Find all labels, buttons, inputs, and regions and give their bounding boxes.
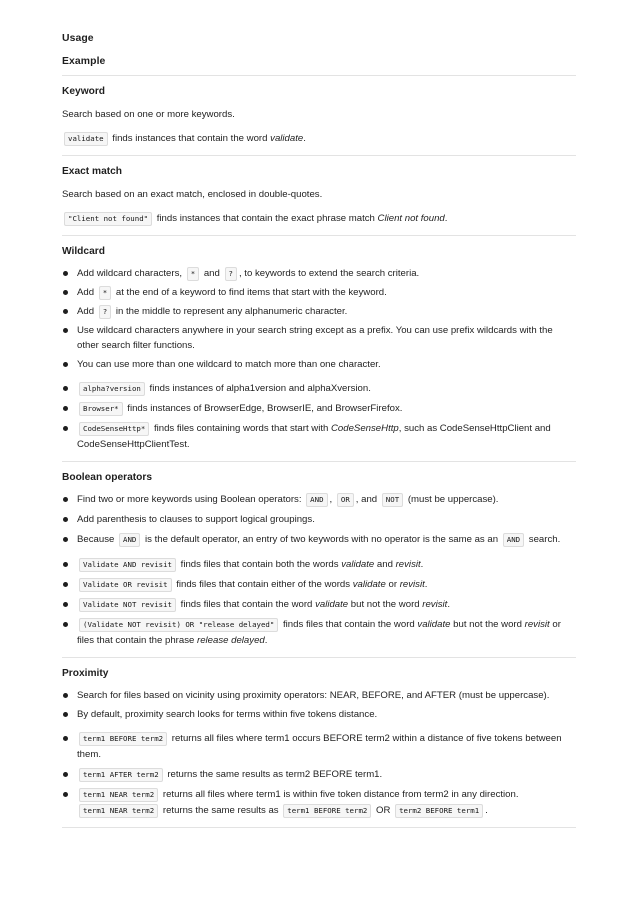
bullet-icon [63,582,68,587]
proximity-rules-list [62,688,576,722]
list-text: Add [77,287,97,298]
keyword-heading: Keyword [62,86,106,97]
list-item [62,707,576,722]
example-text: . [444,213,448,224]
list-emphasis: revisit [524,619,550,630]
inline-code: alpha?version [79,382,145,396]
inline-code: Validate AND revisit [79,558,176,572]
list-text: and [374,559,396,570]
list-text: . [485,805,488,816]
bullet-icon [63,271,68,276]
inline-code: Validate NOT revisit [79,598,176,612]
example-heading: Example [62,56,106,67]
list-text: , [329,494,335,505]
list-emphasis: validate [315,599,349,610]
list-text: finds files that contain both the words [178,559,342,570]
list-item [62,787,576,819]
exact-match-section [62,165,576,236]
list-text: . [447,599,451,610]
divider [62,827,576,828]
list-emphasis: release delayed [197,635,265,646]
boolean-section [62,471,576,658]
list-text: OR [373,805,394,816]
list-item [62,357,576,372]
example-text: finds instances that contain the exact phrase match [154,213,378,224]
list-text: finds files that contain the word [280,619,418,630]
list-text: but not the word [348,599,423,610]
list-text: Because [77,534,118,545]
bullet-icon [63,712,68,717]
bullet-icon [63,362,68,367]
list-text: Find two or more keywords using Boolean operators: [77,494,305,505]
bullet-icon [63,772,68,777]
list-item [62,512,576,528]
list-text: (must be uppercase). [405,494,499,505]
wildcard-rules-list [62,266,576,372]
list-text: . [424,579,428,590]
inline-code: term2 BEFORE term1 [395,804,483,818]
inline-code: Browser* [79,402,123,416]
inline-code: OR [337,493,354,507]
exact-match-heading: Exact match [62,166,123,177]
proximity-section [62,667,576,828]
inline-code: term1 BEFORE term2 [283,804,371,818]
keyword-description: Search based on one or more keywords. [62,109,235,120]
list-item [62,597,576,613]
inline-code: term1 NEAR term2 [79,788,158,802]
bullet-icon [63,562,68,567]
list-item [62,731,576,763]
divider [62,155,576,156]
list-item [62,304,576,319]
bullet-icon [63,426,68,431]
inline-code: term1 AFTER term2 [79,768,163,782]
list-text: or [385,579,400,590]
example-emphasis: validate [270,133,304,144]
list-text: or files that contain the phrase [77,619,561,646]
list-text: , and [355,494,380,505]
list-emphasis: validate [417,619,451,630]
list-item [62,557,576,573]
list-text: returns the same results as term2 BEFORE term1. [164,769,383,780]
inline-code: Validate OR revisit [79,578,172,592]
list-text: , to keywords to extend the search criteria. [238,268,420,279]
list-emphasis: revisit [399,579,425,590]
list-emphasis: revisit [422,599,448,610]
divider [62,75,576,76]
boolean-heading: Boolean operators [62,472,153,483]
inline-code: * [99,286,111,300]
list-text: finds instances of alpha1version and alphaXversion. [146,383,371,394]
bullet-icon [63,736,68,741]
inline-code: ? [225,267,237,281]
bullet-icon [63,386,68,391]
bullet-icon [63,309,68,314]
inline-code: * [187,267,199,281]
list-text: search. [526,534,561,545]
keyword-example-code: validate [64,132,108,146]
list-text: Use wildcard characters anywhere in your search string except as a prefix. You can use prefix wildcards with the other search filter functions. [77,325,553,351]
list-item [62,421,576,453]
list-text: finds instances of BrowserEdge, BrowserIE, and BrowserFirefox. [124,403,403,414]
exact-match-example-code: "Client not found" [64,212,152,226]
inline-code: AND [503,533,524,547]
list-text: finds files that contain either of the words [173,579,353,590]
list-item [62,266,576,281]
keyword-section [62,85,576,156]
inline-code: (Validate NOT revisit) OR "release delayed" [79,618,278,632]
list-text: returns the same results as [160,805,282,816]
keyword-example [62,131,576,147]
bullet-icon [63,622,68,627]
list-item [62,381,576,397]
list-item [62,492,576,508]
inline-code: AND [306,493,327,507]
bullet-icon [63,497,68,502]
list-text: at the end of a keyword to find items that start with the keyword. [113,287,387,298]
list-text: By default, proximity search looks for terms within five tokens distance. [77,709,378,720]
exact-match-example [62,211,576,227]
inline-code: term1 BEFORE term2 [79,732,167,746]
inline-code: CodeSenseHttp* [79,422,149,436]
bullet-icon [63,290,68,295]
list-text: finds files containing words that start with [151,423,331,434]
list-text: in the middle to represent any alphanumeric character. [113,306,348,317]
list-text: . [420,559,424,570]
example-text: . [303,133,306,144]
list-text: finds files that contain the word [178,599,316,610]
list-text: returns all files where term1 is within five token distance from term2 in any direction. [160,789,519,800]
proximity-heading: Proximity [62,668,109,679]
list-text: . [264,635,268,646]
bullet-icon [63,328,68,333]
exact-match-description: Search based on an exact match, enclosed in double-quotes. [62,189,323,200]
divider [62,235,576,236]
document-content [62,33,576,828]
list-item [62,688,576,703]
list-item [62,767,576,783]
list-text: and [201,268,223,279]
list-text: is the default operator, an entry of two keywords with no operator is the same as an [142,534,501,545]
bullet-icon [63,693,68,698]
bullet-icon [63,792,68,797]
inline-code: AND [119,533,140,547]
bullet-icon [63,406,68,411]
list-item [62,617,576,649]
divider [62,461,576,462]
boolean-examples-list [62,557,576,649]
bullet-icon [63,517,68,522]
list-text: returns all files where term1 occurs BEFORE term2 within a distance of five tokens between them. [77,733,562,760]
example-emphasis: Client not found [377,213,445,224]
list-emphasis: validate [352,579,386,590]
list-text: but not the word [450,619,525,630]
bullet-icon [63,602,68,607]
proximity-examples-list [62,731,576,819]
bullet-icon [63,537,68,542]
list-text: You can use more than one wildcard to match more than one character. [77,359,381,370]
list-item [62,577,576,593]
list-item [62,323,576,353]
list-text: , such as CodeSenseHttpClient and CodeSenseHttpClientTest. [77,423,551,450]
list-item [62,532,576,548]
list-item [62,401,576,417]
inline-code: ? [99,305,111,319]
usage-heading: Usage [62,33,94,44]
list-emphasis: revisit [395,559,421,570]
wildcard-examples-list [62,381,576,453]
list-emphasis: CodeSenseHttp [331,423,399,434]
divider [62,657,576,658]
list-text: Add [77,306,97,317]
example-text: finds instances that contain the word [109,133,271,144]
list-text: Add wildcard characters, [77,268,185,279]
wildcard-section [62,245,576,462]
list-emphasis: validate [341,559,375,570]
boolean-rules-list [62,492,576,548]
inline-code: term1 NEAR term2 [79,804,158,818]
wildcard-heading: Wildcard [62,246,105,257]
list-text: Search for files based on vicinity using proximity operators: NEAR, BEFORE, and AFTER (must be uppercase). [77,690,550,701]
inline-code: NOT [382,493,403,507]
list-text: Add parenthesis to clauses to support logical groupings. [77,514,315,525]
list-item [62,285,576,300]
